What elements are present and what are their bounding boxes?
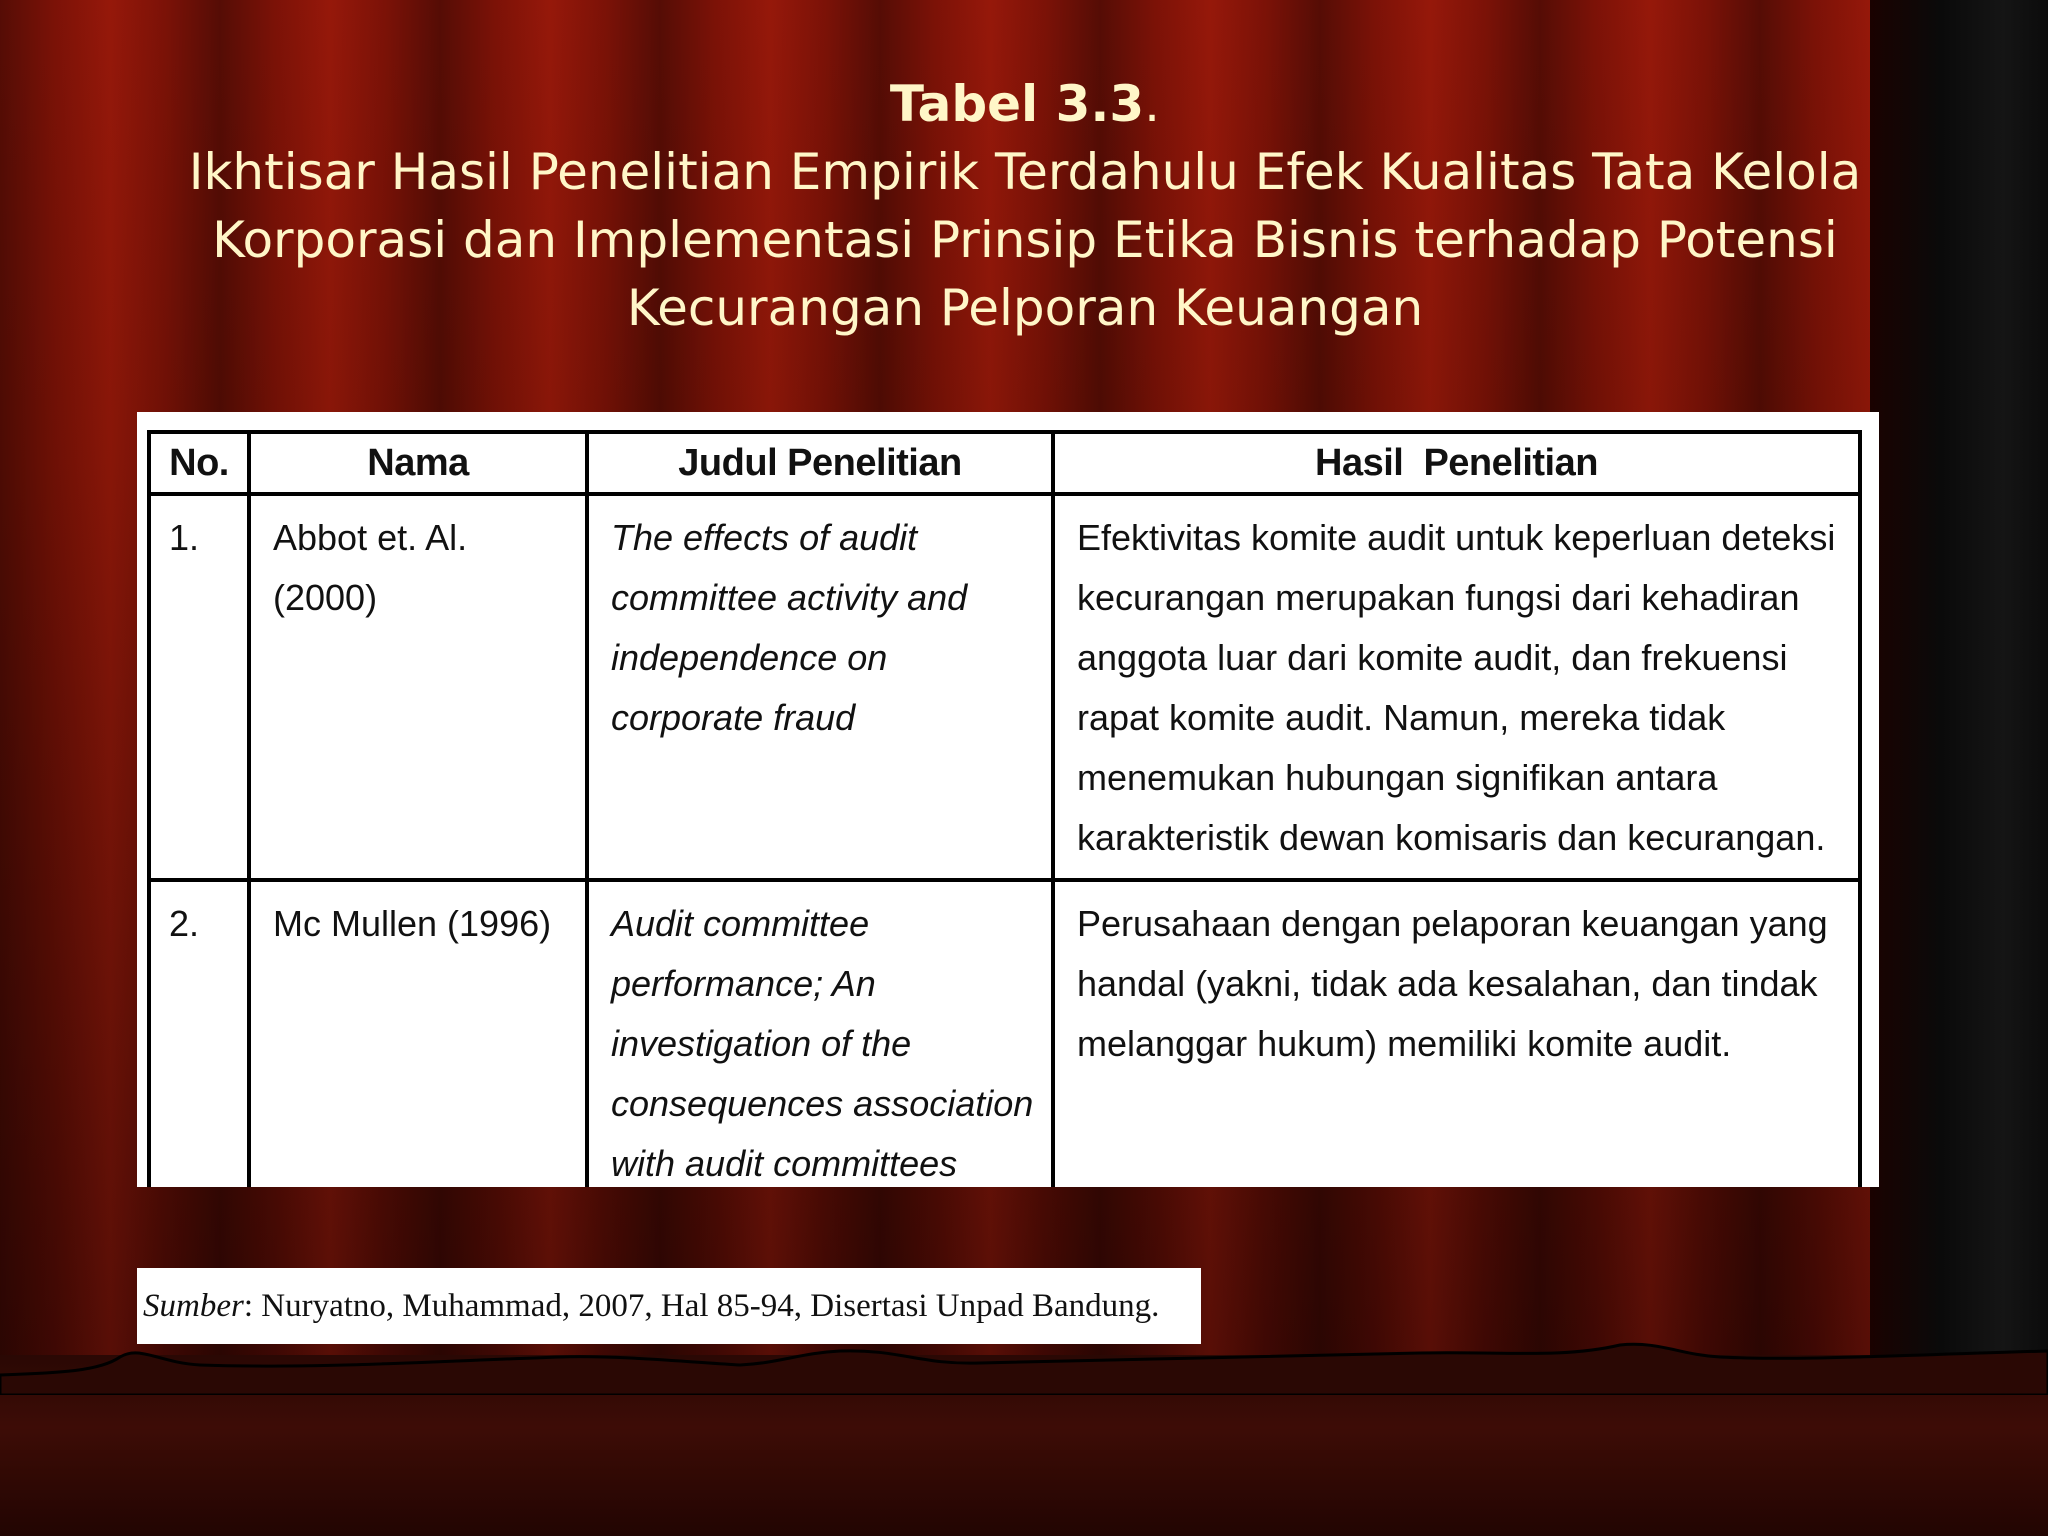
cell-hasil: Efektivitas komite audit untuk keperluan deteksi kecurangan merupakan fungsi dari kehadiran anggota luar dari komite audit, dan frekuensi rapat komite audit. Namun, mereka tidak menemukan hubungan signifikan antara karakteristik dewan komisaris dan kecurangan. [1053, 494, 1860, 880]
cell-judul: The effects of audit committee activity and independence on corporate fraud [587, 494, 1053, 880]
header-nama: Nama [249, 432, 587, 494]
title-label-line [110, 70, 1940, 138]
table-header-row [149, 432, 1860, 494]
source-citation [137, 1268, 1201, 1344]
cell-nama: Abbot et. Al. (2000) [249, 494, 587, 880]
header-hasil: Hasil Penelitian [1053, 432, 1860, 494]
table-image-panel [137, 412, 1879, 1187]
title-line-1: Ikhtisar Hasil Penelitian Empirik Terdahulu Efek Kualitas Tata Kelola [188, 143, 1862, 201]
research-summary-table [147, 430, 1862, 1187]
cell-no: 1. [149, 494, 249, 880]
cell-nama: Mc Mullen (1996) [249, 880, 587, 1187]
title-label-suffix: . [1144, 75, 1161, 133]
table-number: Tabel 3.3 [889, 75, 1145, 133]
cell-no: 2. [149, 880, 249, 1187]
table-row [149, 880, 1860, 1187]
source-text: : Nuryatno, Muhammad, 2007, Hal 85-94, Disertasi Unpad Bandung. [243, 1288, 1160, 1324]
slide-title [110, 70, 1940, 342]
title-line-3: Kecurangan Pelporan Keuangan [626, 279, 1424, 337]
title-line-2: Korporasi dan Implementasi Prinsip Etika Bisnis terhadap Potensi [212, 211, 1838, 269]
cell-judul: Audit committee performance; An investigation of the consequences association with audit committees [587, 880, 1053, 1187]
curtain-valance-edge [0, 1335, 2048, 1395]
source-label: Sumber [143, 1288, 244, 1324]
header-judul: Judul Penelitian [587, 432, 1053, 494]
cell-hasil: Perusahaan dengan pelaporan keuangan yang handal (yakni, tidak ada kesalahan, dan tindak melanggar hukum) memiliki komite audit. [1053, 880, 1860, 1187]
table-row [149, 494, 1860, 880]
header-no: No. [149, 432, 249, 494]
